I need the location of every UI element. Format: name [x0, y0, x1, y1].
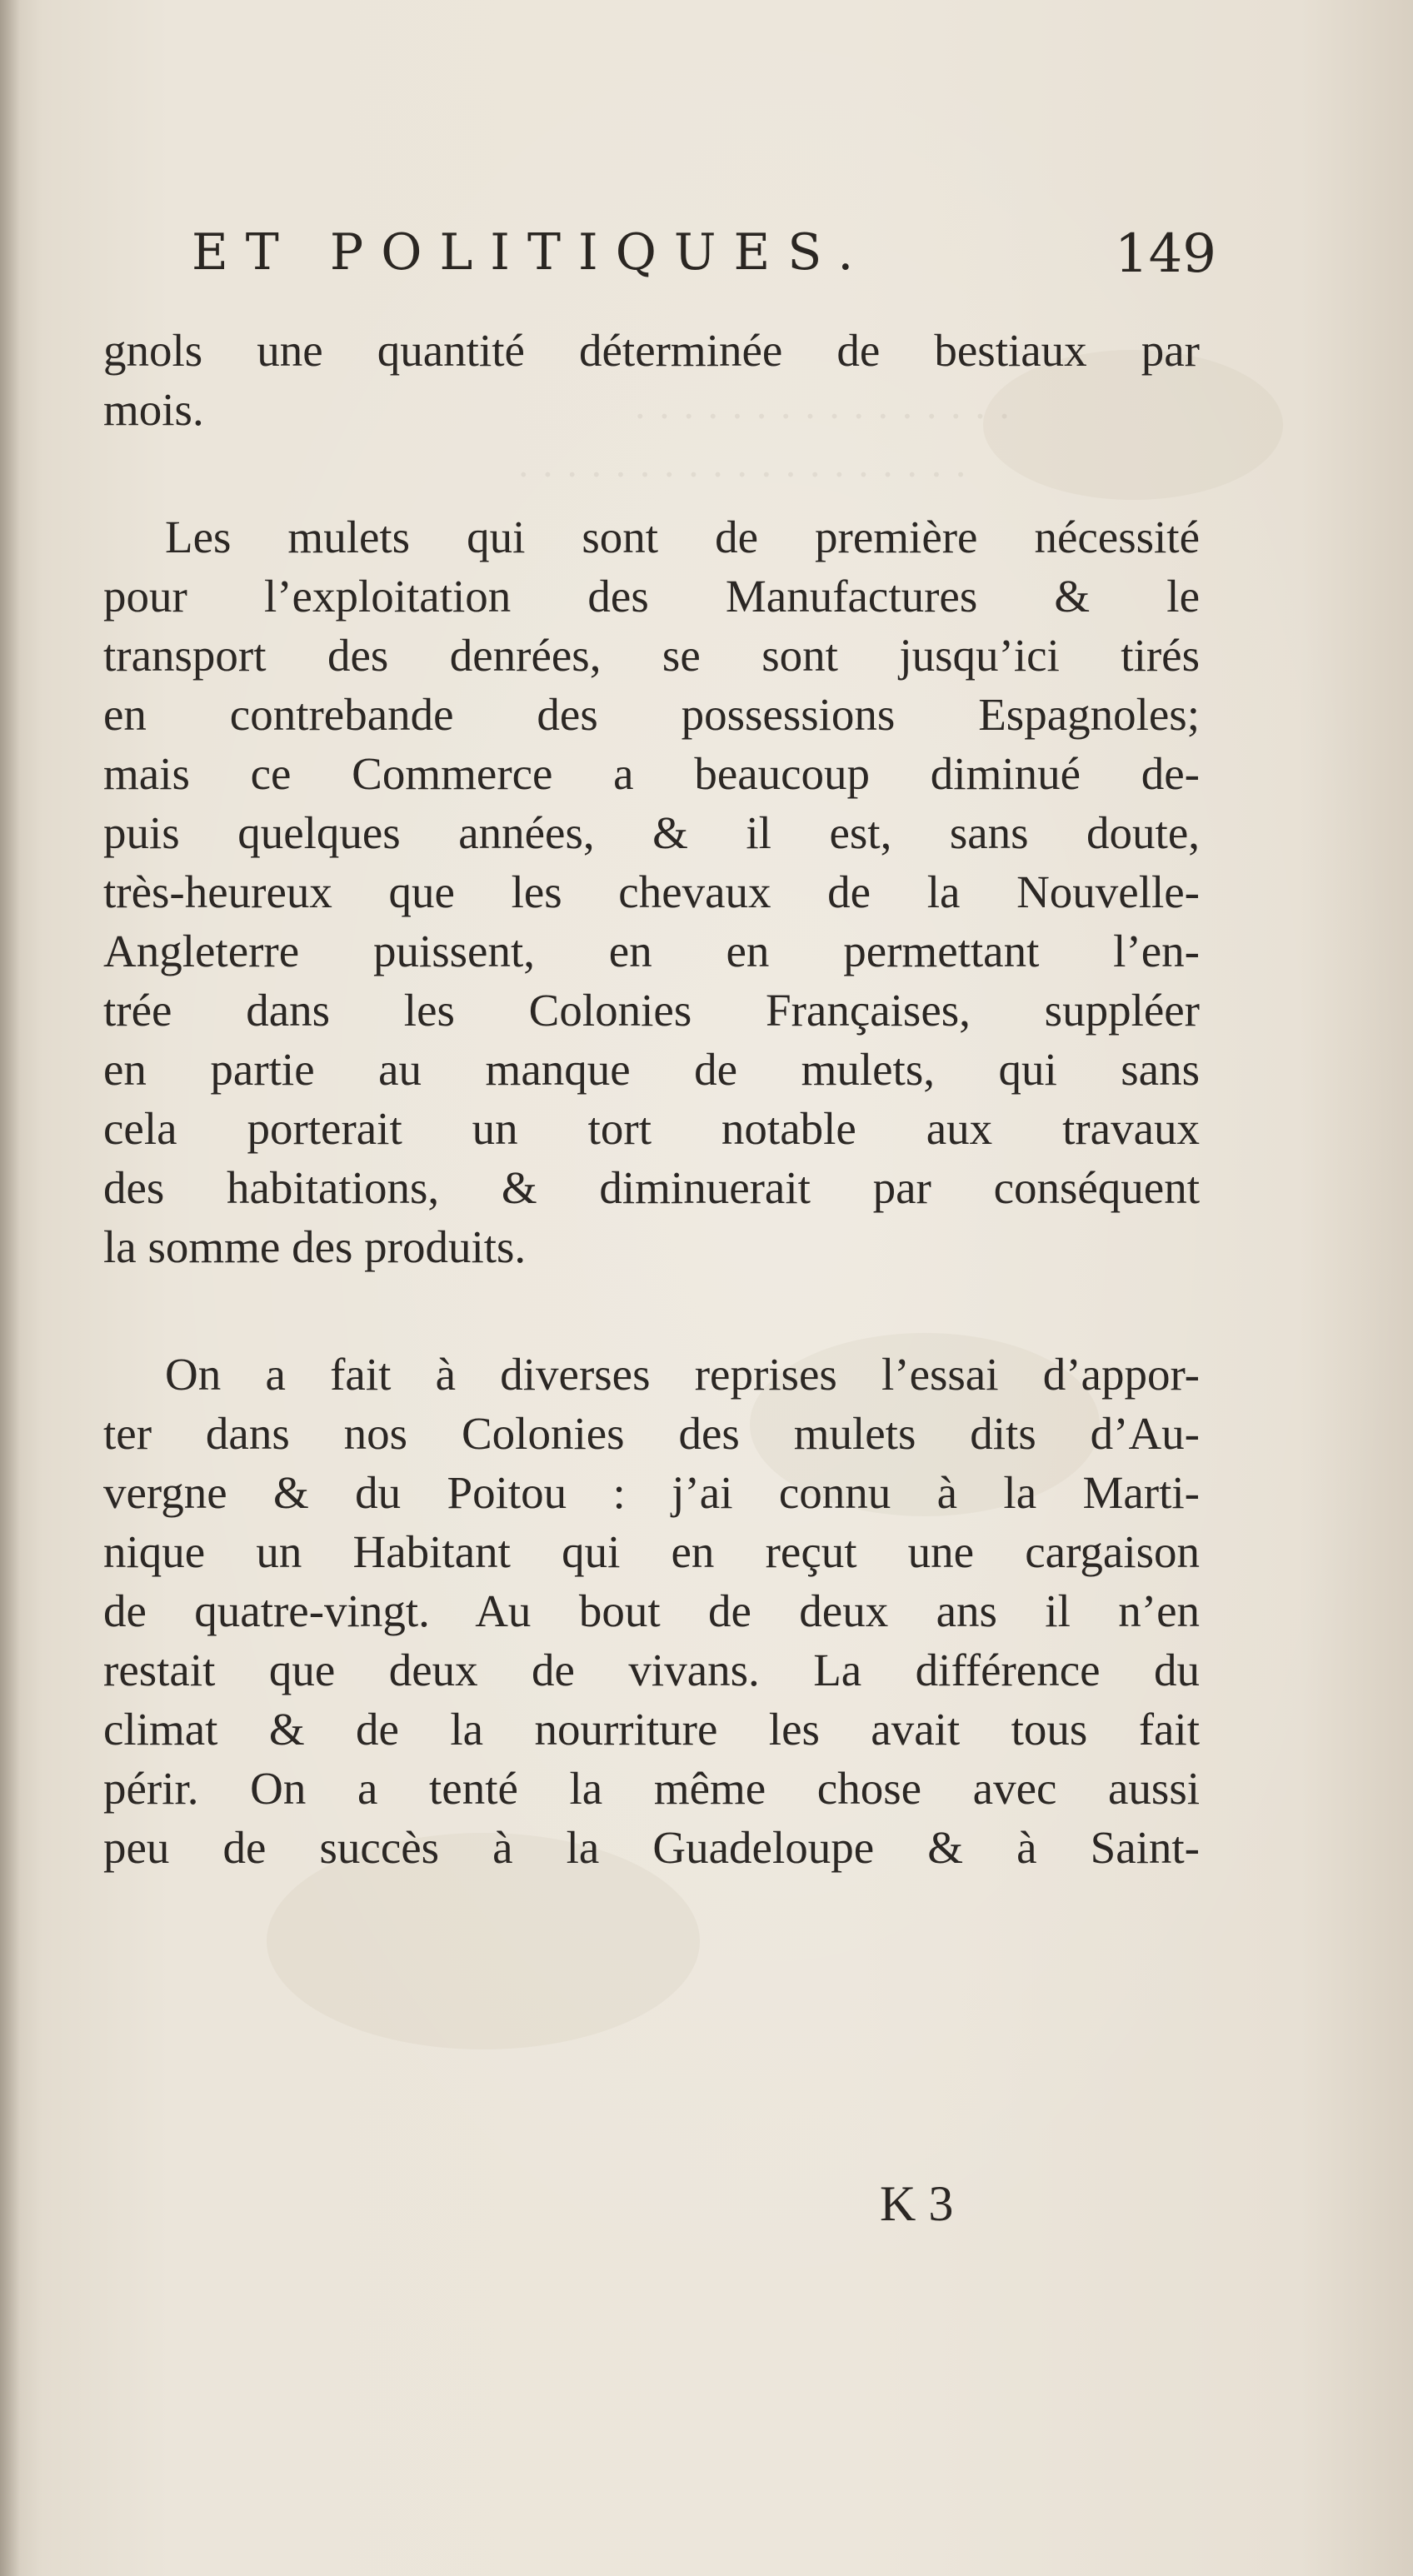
text-line: nique un Habitant qui en reçut une cargaison: [103, 1526, 1200, 1577]
text-line: des habitations, & diminuerait par conséquent: [103, 1162, 1200, 1213]
body-text: [103, 321, 1200, 1877]
paragraph: [103, 507, 1200, 567]
paragraph-continued: [103, 1404, 1200, 1877]
text-line: puis quelques années, & il est, sans doute,: [103, 807, 1200, 858]
running-title: ET POLITIQUES.: [192, 223, 871, 282]
paragraph: [103, 1345, 1200, 1404]
text-line: vergne & du Poitou : j’ai connu à la Marti-: [103, 1467, 1200, 1518]
text-line: transport des denrées, se sont jusqu’ici tirés: [103, 630, 1200, 681]
text-line: climat & de la nourriture les avait tous fait: [103, 1704, 1200, 1755]
bleed-through-text: · · · · · · · · · · · · · · · · · · ·: [517, 451, 968, 497]
text-line: Angleterre puissent, en en permettant l’en-: [103, 926, 1200, 976]
spine-shadow: [0, 0, 20, 2576]
text-line: la somme des produits.: [103, 1221, 527, 1272]
text-line: en contrebande des possessions Espagnoles;: [103, 689, 1200, 740]
page-number: 149: [1114, 223, 1216, 285]
running-header: [192, 215, 1216, 290]
bleed-through-text: · · · · · · · · · · · · · · · ·: [633, 392, 1011, 439]
paragraph-continued: [103, 567, 1200, 1276]
text-line: en partie au manque de mulets, qui sans: [103, 1044, 1200, 1095]
text-line: On a fait à diverses reprises l’essai d’appor-: [165, 1349, 1200, 1400]
text-line: peu de succès à la Guadeloupe & à Saint-: [103, 1822, 1200, 1873]
paragraph-gap: [103, 439, 1200, 507]
text-line: pour l’exploitation des Manufactures & le: [103, 571, 1200, 622]
text-line: très-heureux que les chevaux de la Nouvelle-: [103, 866, 1200, 917]
text-line: trée dans les Colonies Françaises, suppléer: [103, 985, 1200, 1036]
paragraph-gap: [103, 1276, 1200, 1345]
text-line: mais ce Commerce a beaucoup diminué de-: [103, 748, 1200, 799]
text-line: ter dans nos Colonies des mulets dits d’Au-: [103, 1408, 1200, 1459]
text-line: Les mulets qui sont de première nécessité: [165, 512, 1200, 562]
text-line: de quatre-vingt. Au bout de deux ans il n’en: [103, 1585, 1200, 1636]
text-line: cela porterait un tort notable aux travaux: [103, 1103, 1200, 1154]
paragraph: [103, 321, 1200, 439]
text-line: mois.: [103, 384, 204, 435]
text-line: gnols une quantité déterminée de bestiaux par: [103, 325, 1200, 376]
text-line: périr. On a tenté la même chose avec aussi: [103, 1763, 1200, 1814]
text-line: restait que deux de vivans. La différence du: [103, 1645, 1200, 1695]
signature-mark: K 3: [880, 2176, 954, 2231]
